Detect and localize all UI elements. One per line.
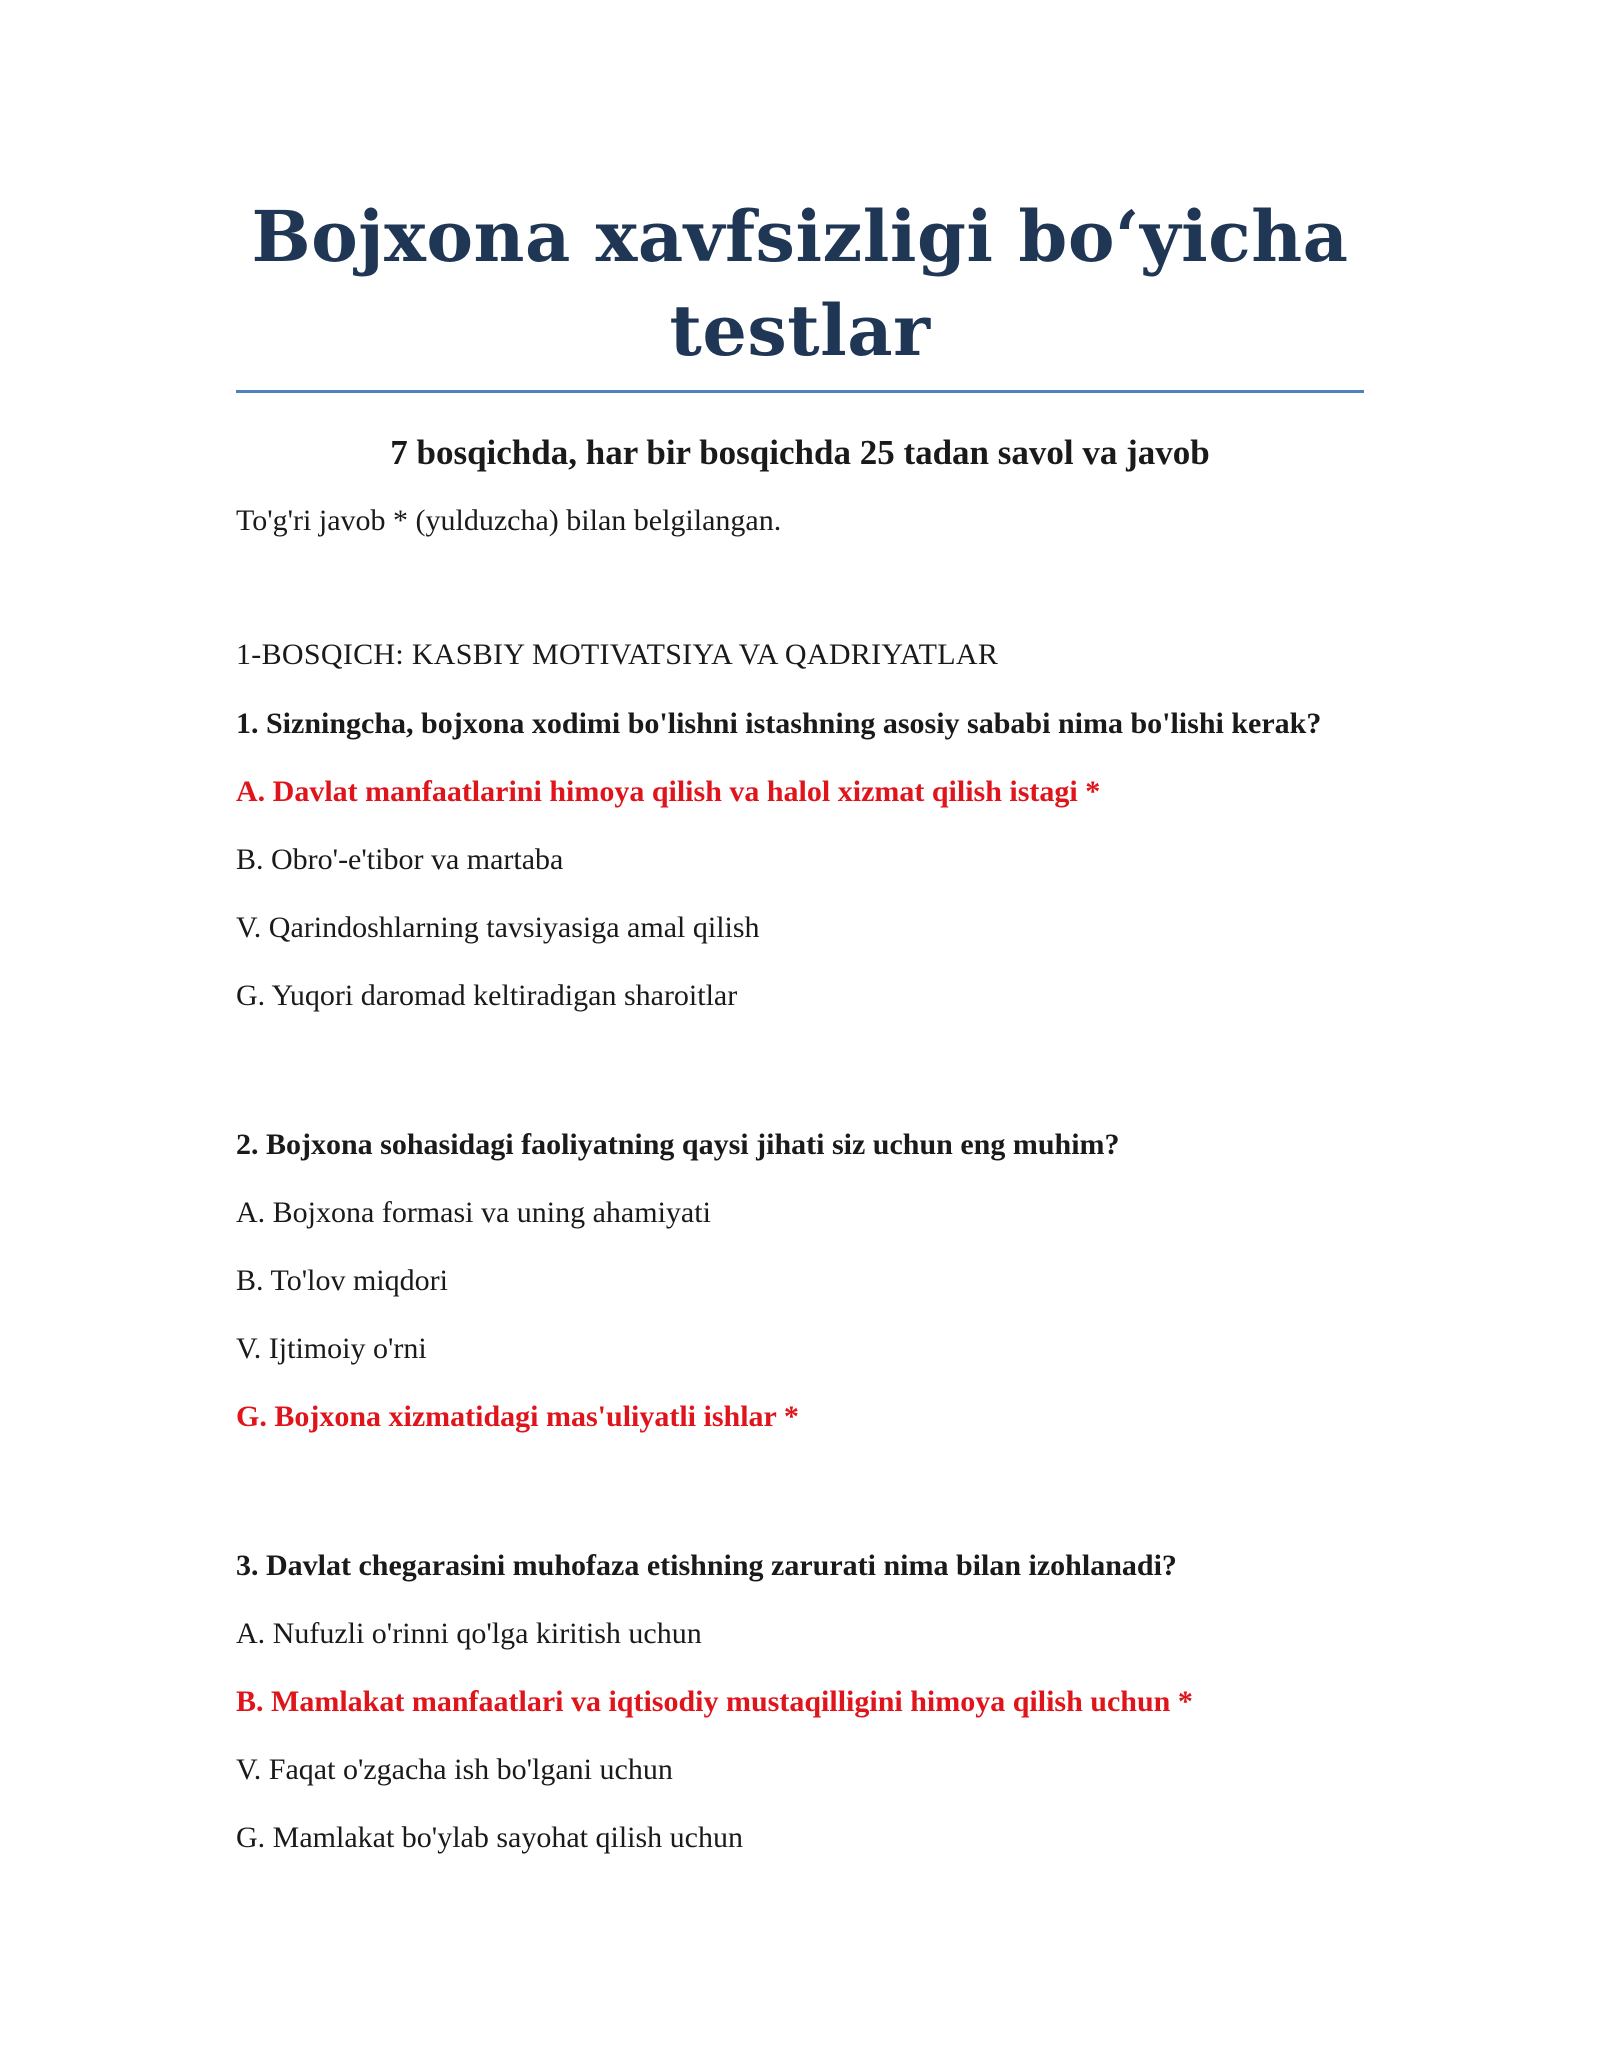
document-title: Bojxona xavfsizligi bo‘yicha testlar bbox=[251, 195, 1349, 372]
question-block-2 bbox=[236, 1124, 1364, 1437]
answer-option: V. Qarindoshlarning tavsiyasiga amal qilish bbox=[236, 911, 760, 944]
document-page bbox=[236, 190, 1364, 1858]
answer-option: B. To'lov miqdori bbox=[236, 1264, 448, 1297]
question-text: 1. Sizningcha, bojxona xodimi bo'lishni istashning asosiy sababi nima bo'lishi kerak? bbox=[236, 707, 1322, 740]
document-subtitle: 7 bosqichda, har bir bosqichda 25 tadan savol va javob bbox=[390, 433, 1210, 472]
answer-option: G. Mamlakat bo'ylab sayohat qilish uchun bbox=[236, 1821, 743, 1854]
question-block-1 bbox=[236, 703, 1364, 1016]
answer-option: G. Yuqori daromad keltiradigan sharoitlar bbox=[236, 979, 738, 1012]
question-text: 3. Davlat chegarasini muhofaza etishning zarurati nima bilan izohlanadi? bbox=[236, 1549, 1177, 1582]
answer-option: V. Faqat o'zgacha ish bo'lgani uchun bbox=[236, 1753, 673, 1786]
answer-key-note: To'g'ri javob * (yulduzcha) bilan belgilangan. bbox=[236, 504, 782, 537]
answer-option: B. Mamlakat manfaatlari va iqtisodiy mustaqilligini himoya qilish uchun * bbox=[236, 1685, 1193, 1718]
answer-option: A. Davlat manfaatlarini himoya qilish va halol xizmat qilish istagi * bbox=[236, 775, 1101, 808]
answer-option: V. Ijtimoiy o'rni bbox=[236, 1332, 427, 1365]
answer-option: A. Bojxona formasi va uning ahamiyati bbox=[236, 1196, 711, 1229]
answer-option: G. Bojxona xizmatidagi mas'uliyatli ishlar * bbox=[236, 1400, 799, 1433]
answer-option: B. Obro'-e'tibor va martaba bbox=[236, 843, 564, 876]
title-divider bbox=[236, 390, 1364, 393]
section-heading: 1-BOSQICH: KASBIY MOTIVATSIYA VA QADRIYATLAR bbox=[236, 638, 999, 671]
question-block-3 bbox=[236, 1545, 1364, 1858]
question-text: 2. Bojxona sohasidagi faoliyatning qaysi jihati siz uchun eng muhim? bbox=[236, 1128, 1120, 1161]
answer-option: A. Nufuzli o'rinni qo'lga kiritish uchun bbox=[236, 1617, 702, 1650]
